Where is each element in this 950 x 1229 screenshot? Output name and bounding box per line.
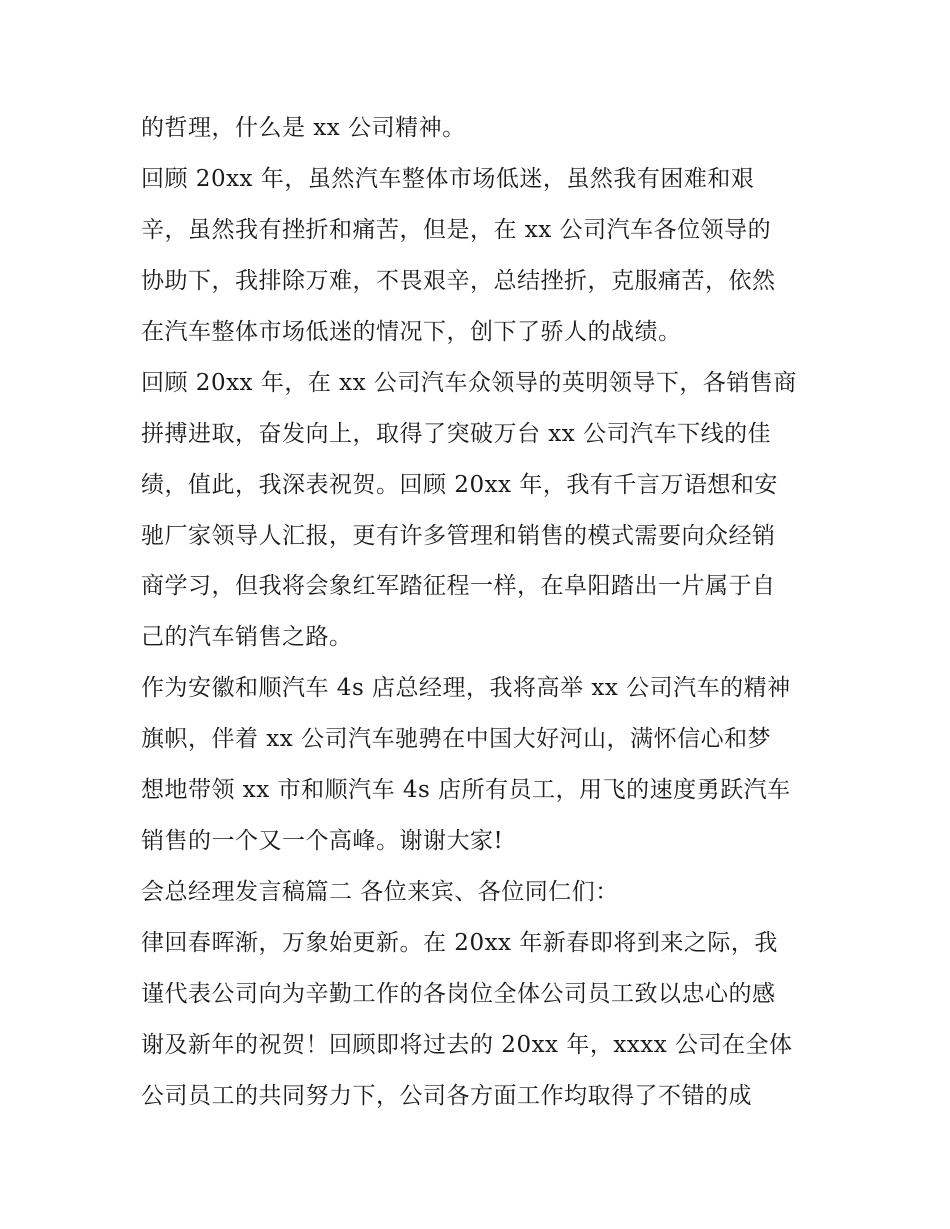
text-line: 销售的一个又一个高峰。谢谢大家!: [141, 828, 504, 854]
text-line: 在汽车整体市场低迷的情况下，创下了骄人的战绩。: [141, 319, 682, 345]
text-line: 回顾 20xx 年，在 xx 公司汽车众领导的英明领导下，各销售商: [141, 370, 797, 396]
text-line: 拼搏进取，奋发向上，取得了突破万台 xx 公司汽车下线的佳: [141, 421, 772, 447]
text-line: 公司员工的共同努力下，公司各方面工作均取得了不错的成: [141, 1083, 752, 1109]
text-line: 商学习，但我将会象红军踏征程一样，在阜阳踏出一片属于自: [141, 573, 776, 599]
text-line: 律回春晖渐，万象始更新。在 20xx 年新春即将到来之际，我: [141, 930, 778, 956]
text-line: 驰厂家领导人汇报，更有许多管理和销售的模式需要向众经销: [141, 523, 776, 549]
text-line: 旗帜，伴着 xx 公司汽车驰骋在中国大好河山，满怀信心和梦: [141, 726, 772, 752]
text-line: 回顾 20xx 年，虽然汽车整体市场低迷，虽然我有困难和艰: [141, 166, 755, 192]
text-line: 作为安徽和顺汽车 4s 店总经理，我将高举 xx 公司汽车的精神: [141, 675, 791, 701]
text-line: 想地带领 xx 市和顺汽车 4s 店所有员工，用飞的速度勇跃汽车: [141, 777, 791, 803]
text-line: 谨代表公司向为辛勤工作的各岗位全体公司员工致以忠心的感: [141, 981, 776, 1007]
text-line: 协助下，我排除万难，不畏艰辛，总结挫折，克服痛苦，依然: [141, 268, 776, 294]
text-line: 的哲理，什么是 xx 公司精神。: [141, 115, 466, 141]
text-line: 谢及新年的祝贺！回顾即将过去的 20xx 年，xxxx 公司在全体: [141, 1032, 793, 1058]
text-line: 绩，值此，我深表祝贺。回顾 20xx 年，我有千言万语想和安: [141, 472, 778, 498]
text-line: 会总经理发言稿篇二 各位来宾、各位同仁们：: [141, 879, 619, 905]
text-line: 辛，虽然我有挫折和痛苦，但是，在 xx 公司汽车各位领导的: [141, 217, 772, 243]
text-line: 己的汽车销售之路。: [141, 624, 353, 650]
